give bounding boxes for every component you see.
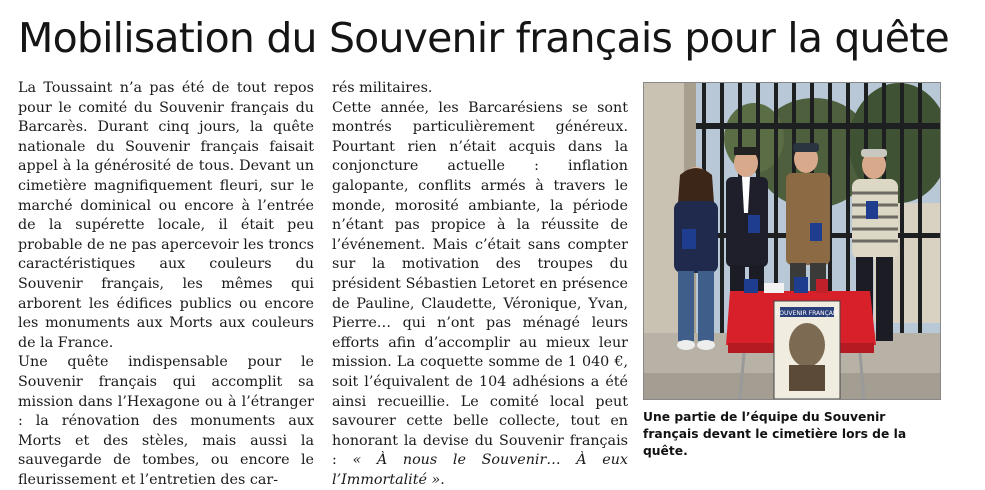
paragraph-2: Une quête indispensable pour le Souvenir français qui accomplit sa mission dans l’Hexagone ou à l’étranger : la rénovation des monuments aux Morts et des stèles, mais aussi la sauvegarde de tombes, ou encore le fleurissement et l’entretien des car- <box>18 354 314 488</box>
paragraph-continuation: rés militaires. <box>332 80 433 96</box>
paragraph-1: La Toussaint n’a pas été de tout repos pour le comité du Souvenir français du Barcarès. Durant cinq jours, la quête nationale du Souvenir français faisait appel à la générosité de tous. Devant un cimetière magnifiquement fleuri, sur le marché dominical ou encore à l’entrée de la supérette locale, il était peu probable de ne pas apercevoir les troncs caractéristiques aux couleurs du Souvenir français, les mêmes qui arborent les édifices publics ou encore les monuments aux Morts aux couleurs de la France. <box>18 80 314 351</box>
paragraph-3-text: Cette année, les Barcarésiens se sont montrés particulièrement généreux. Pourtant rien n’était acquis dans la conjoncture actuelle : inflation galopante, conflits armés à travers le monde, morosité ambiante, la période n’étant pas propice à la réussite de l’événement. Mais c’était sans compter sur la motivation des troupes du président Sébastien Letoret en présence de Pauline, Claudette, Véronique, Yvan, Pierre… qui n’ont pas ménagé leurs efforts afin d’accomplir au mieux leur mission. La coquette somme de 1 040 €, soit l’équivalent de 104 adhésions a été ainsi recueillie. Le comité local peut savourer cette belle collecte, tout en honorant la devise du Souvenir français : <box>332 99 628 469</box>
article-column-2 <box>332 79 628 490</box>
paragraph-3 <box>332 99 628 490</box>
article-column-1 <box>18 79 314 490</box>
article-headline: Mobilisation du Souvenir français pour la quête <box>18 14 949 62</box>
poster-text: SOUVENIR FRANÇAIS <box>775 310 839 317</box>
motto: « À nous le Souvenir… À eux l’Immortalité ». <box>332 452 628 488</box>
caption-text: Une partie de l’équipe du Souvenir français devant le cimetière lors de la quête. <box>643 410 907 458</box>
article-photo <box>643 82 941 400</box>
photo-caption <box>643 409 943 460</box>
